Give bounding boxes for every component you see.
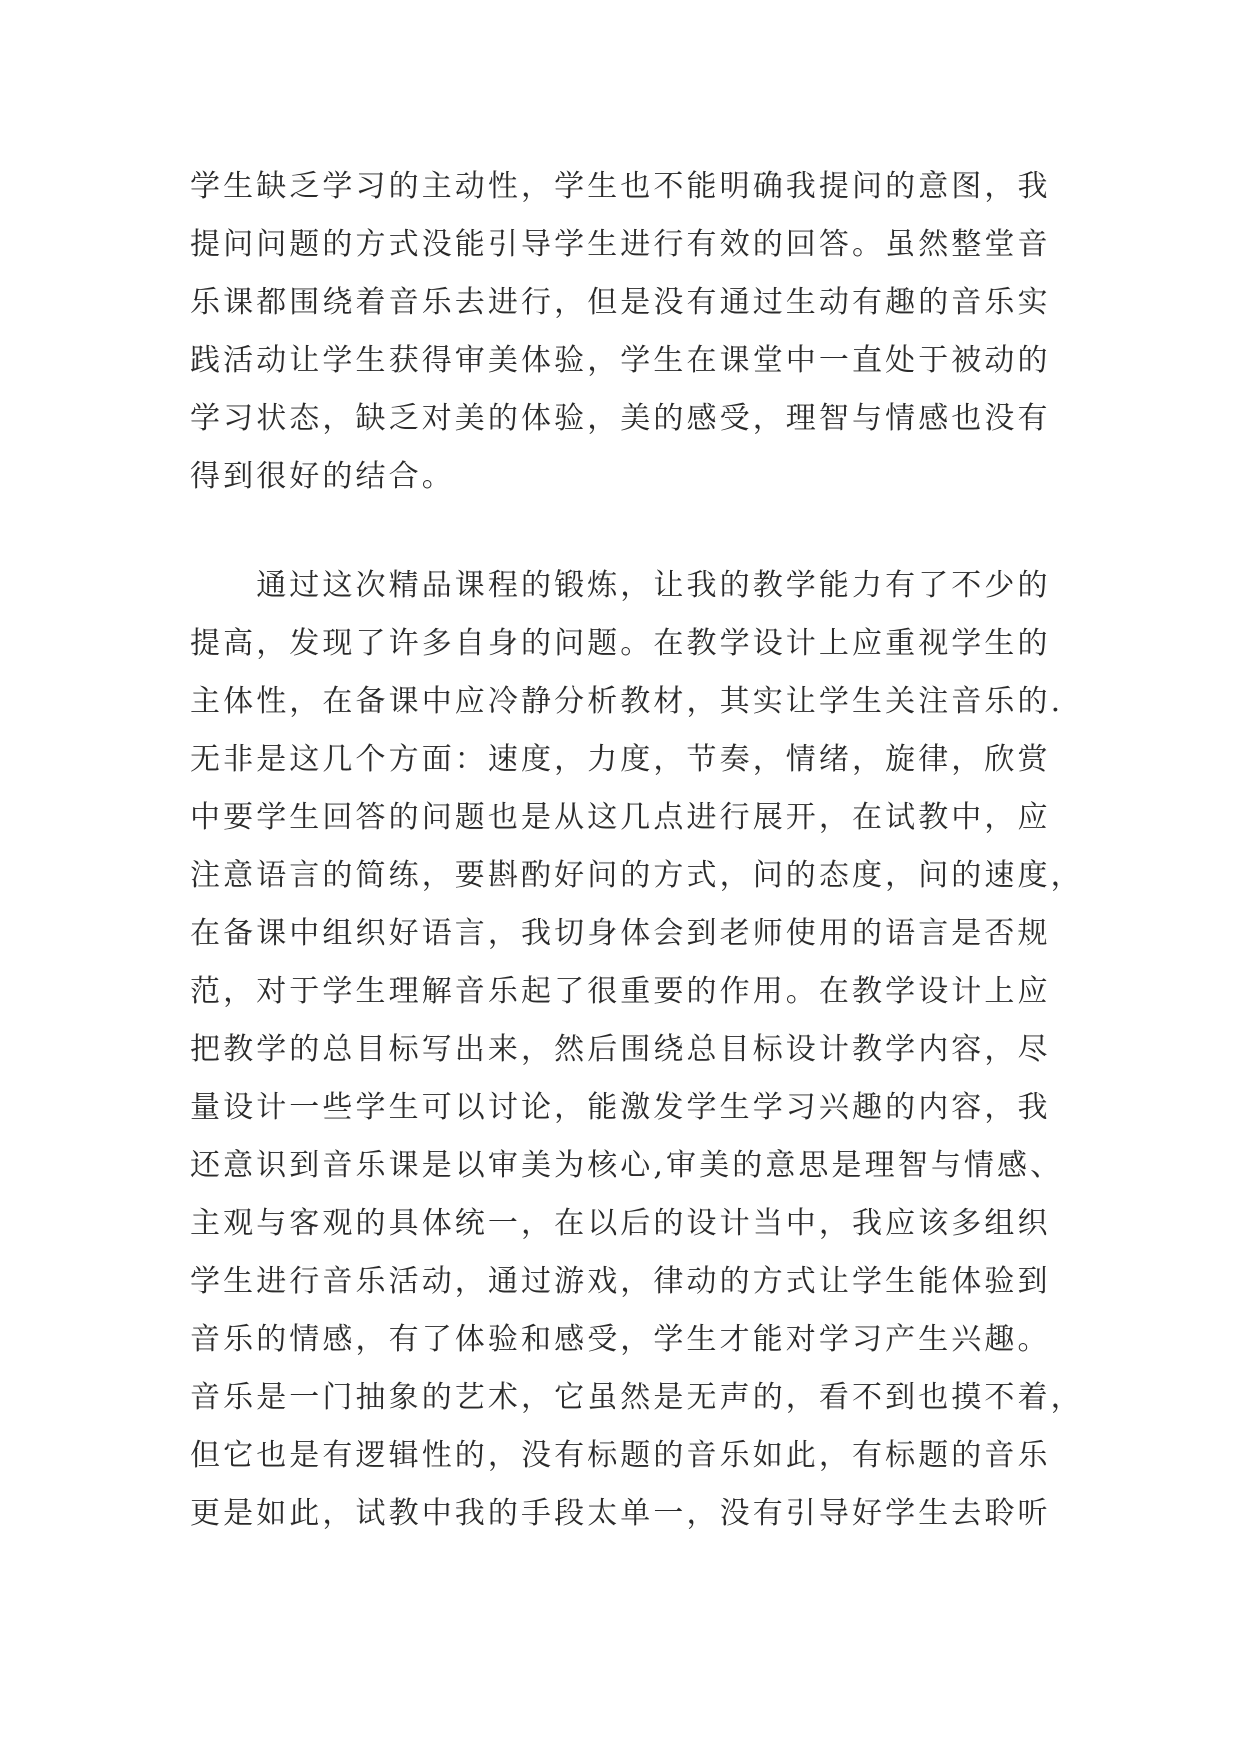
text-line: 践活动让学生获得审美体验，学生在课堂中一直处于被动的: [190, 343, 1051, 378]
text-line: 还意识到音乐课是以审美为核心,审美的意思是理智与情感、: [190, 1148, 1064, 1183]
text-line: 主观与客观的具体统一，在以后的设计当中，我应该多组织: [190, 1206, 1051, 1241]
text-line: 乐课都围绕着音乐去进行，但是没有通过生动有趣的音乐实: [190, 285, 1051, 320]
text-line: 把教学的总目标写出来，然后围绕总目标设计教学内容，尽: [190, 1032, 1051, 1067]
text-line: 学生缺乏学习的主动性，学生也不能明确我提问的意图，我: [190, 169, 1051, 204]
text-line: 提高，发现了许多自身的问题。在教学设计上应重视学生的: [190, 626, 1051, 661]
text-line: 但它也是有逻辑性的，没有标题的音乐如此，有标题的音乐: [190, 1438, 1051, 1473]
text-line: 在备课中组织好语言，我切身体会到老师使用的语言是否规: [190, 916, 1051, 951]
text-line: 通过这次精品课程的锻炼，让我的教学能力有了不少的: [190, 568, 1051, 603]
text-line: 注意语言的简练，要斟酌好问的方式，问的态度，问的速度，: [190, 858, 1084, 893]
text-line: 得到很好的结合。: [190, 459, 455, 494]
text-line: 更是如此，试教中我的手段太单一，没有引导好学生去聆听: [190, 1496, 1051, 1531]
text-line: 音乐的情感，有了体验和感受，学生才能对学习产生兴趣。: [190, 1322, 1051, 1357]
paragraph-1: [190, 158, 1070, 506]
text-line: 无非是这几个方面：速度，力度，节奏，情绪，旋律，欣赏: [190, 742, 1051, 777]
text-line: 量设计一些学生可以讨论，能激发学生学习兴趣的内容，我: [190, 1090, 1051, 1125]
text-line: 音乐是一门抽象的艺术，它虽然是无声的，看不到也摸不着，: [190, 1380, 1084, 1415]
text-line: 学生进行音乐活动，通过游戏，律动的方式让学生能体验到: [190, 1264, 1051, 1299]
text-line: 中要学生回答的问题也是从这几点进行展开，在试教中，应: [190, 800, 1051, 835]
text-line: 范，对于学生理解音乐起了很重要的作用。在教学设计上应: [190, 974, 1051, 1009]
paragraph-2: [190, 557, 1084, 1543]
text-line: 主体性，在备课中应冷静分析教材，其实让学生关注音乐的.: [190, 684, 1064, 719]
text-line: 学习状态，缺乏对美的体验，美的感受，理智与情感也没有: [190, 401, 1051, 436]
text-line: 提问问题的方式没能引导学生进行有效的回答。虽然整堂音: [190, 227, 1051, 262]
